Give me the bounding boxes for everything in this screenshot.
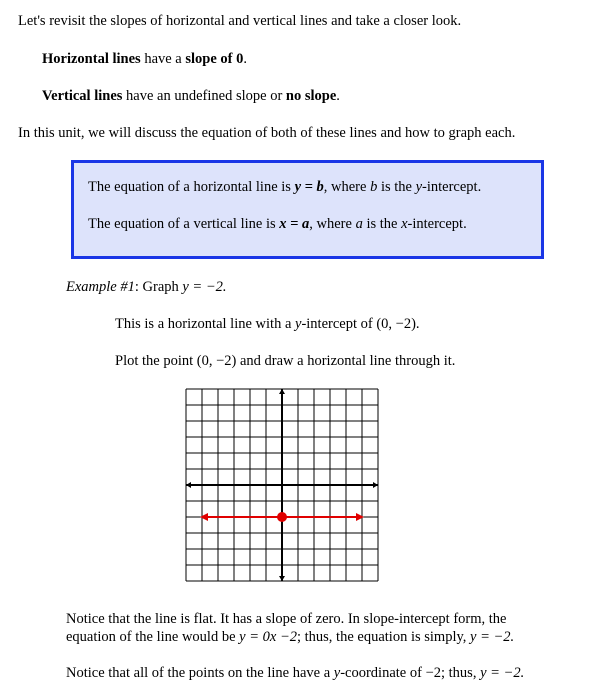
v-pre: The equation of a vertical line is [88,216,280,232]
notice2-mid: -coordinate of −2; thus, [340,665,481,681]
notice2-var: y [333,665,341,681]
x-axis-arrow-right [373,482,378,488]
notice1-pre: equation of the line would be [66,629,240,645]
unit-text: In this unit, we will discuss the equation of both of these lines and how to graph each. [18,125,516,141]
example-text: : Graph [134,279,183,295]
vertical-end: . [336,88,340,104]
notice2-end: y = −2. [480,665,525,681]
h-pre: The equation of a horizontal line is [88,179,295,195]
v-mid: , where [309,216,356,232]
vertical-term: Vertical lines [42,88,123,104]
example-label: Example #1 [66,279,135,295]
example-heading [66,278,227,296]
example-line1-var: y [295,316,302,332]
notice-1-line-1: Notice that the line is flat. It has a slope of zero. In slope-intercept form, the [66,611,507,627]
v-var: a [355,216,363,232]
example-line1-end: -intercept of (0, −2). [301,316,420,332]
v-mid2: is the [362,216,402,232]
h-mid2: is the [377,179,416,195]
definition-box [71,160,544,259]
h-axis: y [415,179,423,195]
horizontal-end: . [243,51,247,67]
v-axis: x [401,216,408,232]
h-var: b [370,179,378,195]
v-end: -intercept. [407,216,467,232]
vertical-lines-statement [42,87,340,105]
v-eq: x = a [279,216,310,232]
h-mid: , where [323,179,371,195]
intro-text: Let's revisit the slopes of horizontal and vertical lines and take a closer look. [18,13,462,29]
series-arrow-right [356,513,364,521]
series-arrow-left [200,513,208,521]
vertical-equation-definition [88,215,467,233]
x-axis-arrow-left [186,482,191,488]
notice1-end: y = −2. [470,629,515,645]
horizontal-lines-statement [42,50,247,68]
horizontal-term: Horizontal lines [42,51,141,67]
y-axis-arrow-bottom [279,576,285,581]
notice1-eq: y = 0x −2 [239,629,297,645]
notice-1-line-2 [66,628,514,646]
data-point [277,512,287,522]
vertical-middle: have an undefined slope or [122,88,286,104]
vertical-slope: no slope [285,88,337,104]
example-equation: y = −2. [182,279,227,295]
notice-2 [66,664,524,682]
h-eq: y = b [294,179,324,195]
example-line-1 [115,315,420,333]
horizontal-middle: have a [140,51,186,67]
y-axis-arrow-top [279,389,285,394]
horizontal-slope: slope of 0 [185,51,244,67]
example-line1-pre: This is a horizontal line with a [115,316,296,332]
h-end: -intercept. [422,179,482,195]
example-line-2: Plot the point (0, −2) and draw a horizontal line through it. [115,353,456,369]
coordinate-graph [185,388,379,587]
notice1-mid: ; thus, the equation is simply, [296,629,471,645]
graph-svg [185,388,379,582]
notice2-pre: Notice that all of the points on the line have a [66,665,334,681]
horizontal-equation-definition [88,178,481,196]
